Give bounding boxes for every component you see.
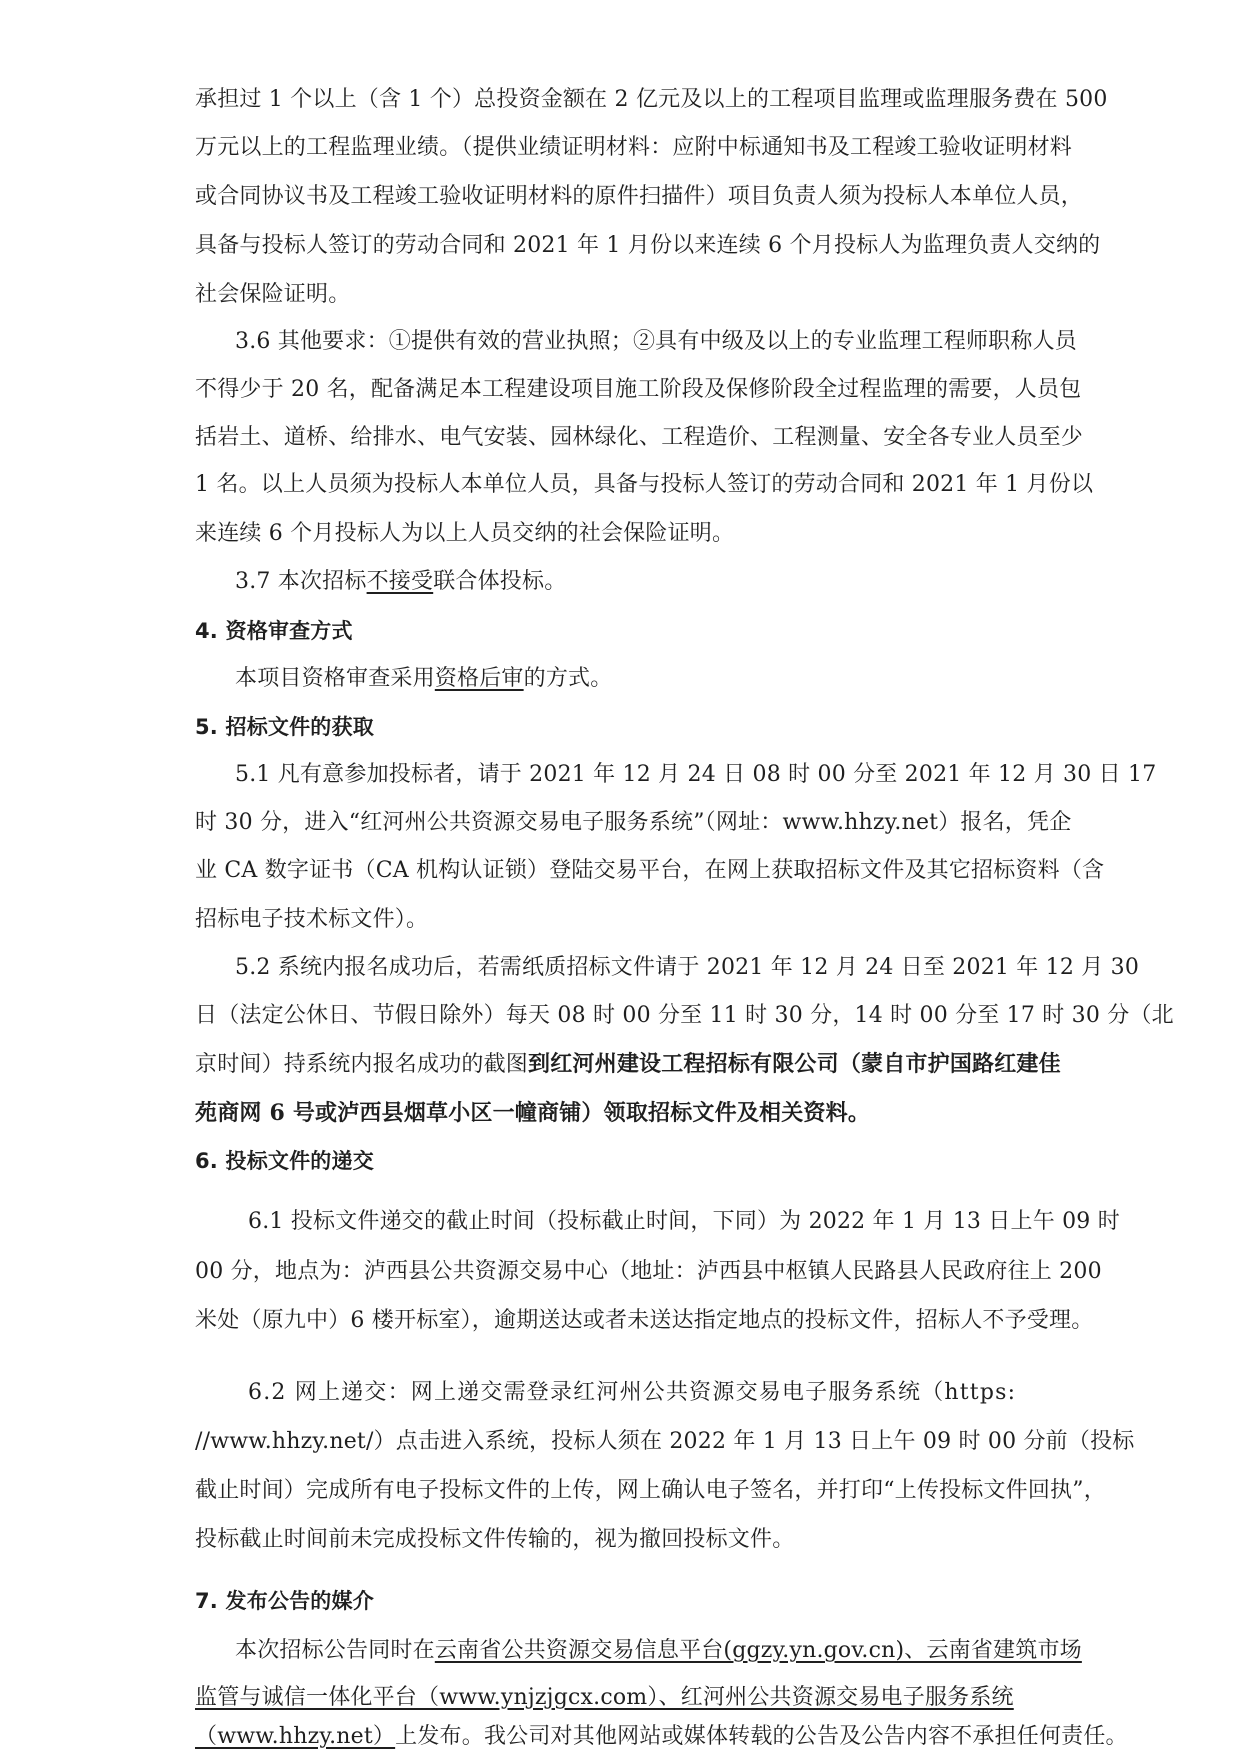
text-line: 社会保险证明。 (195, 282, 351, 307)
section-5-2-line (195, 1049, 1061, 1080)
section-5-1-line: 5.1 凡有意参加投标者，请于 2021 年 12 月 24 日 08 时 00 分至 2021 年 12 月 30 日 17 (235, 762, 1157, 787)
section-heading-7: 7. 发布公告的媒介 (195, 1589, 374, 1613)
section-6-1-line: 6.1 投标文件递交的截止时间（投标截止时间，下同）为 2022 年 1 月 13 日上午 09 时 (248, 1209, 1120, 1234)
section-7-line (195, 1683, 1014, 1713)
section-3-6-line: 括岩土、道桥、给排水、电气安装、园林绿化、工程造价、工程测量、安全各专业人员至少 (195, 425, 1084, 450)
section-5-2-line: 日（法定公休日、节假日除外）每天 08 时 00 分至 11 时 30 分，14 时 00 分至 17 时 30 分（北 (195, 1003, 1174, 1028)
section-6-2-line: //www.hhzy.net/）点击进入系统，投标人须在 2022 年 1 月 13 日上午 09 时 00 分前（投标 (195, 1429, 1135, 1454)
section-3-6-line: 3.6 其他要求：①提供有效的营业执照；②具有中级及以上的专业监理工程师职称人员 (235, 329, 1077, 354)
section-heading-5: 5. 招标文件的获取 (195, 715, 374, 739)
text-run: 联合体投标。 (433, 569, 567, 594)
section-5-1-line: 时 30 分，进入“红河州公共资源交易电子服务系统”（网址：www.hhzy.net）报名，凭企 (195, 810, 1072, 835)
section-5-2-line: 5.2 系统内报名成功后，若需纸质招标文件请于 2021 年 12 月 24 日至 2021 年 12 月 30 (235, 955, 1140, 980)
text-run: 3.7 本次招标 (235, 569, 367, 594)
underlined-text: 资格后审 (434, 666, 524, 691)
section-5-2-line: 苑商网 6 号或泸西县烟草小区一幢商铺）领取招标文件及相关资料。 (195, 1100, 871, 1126)
underlined-text: 监管与诚信一体化平台（www.ynjzjgcx.com）、红河州公共资源交易电子服务系统 (195, 1685, 1014, 1710)
underlined-text: 不接受 (366, 569, 434, 594)
section-6-1-line: 米处（原九中）6 楼开标室），逾期送达或者未送达指定地点的投标文件，招标人不予受理。 (195, 1308, 1094, 1333)
section-6-2-line: 投标截止时间前未完成投标文件传输的，视为撤回投标文件。 (195, 1527, 795, 1552)
section-6-1-line: 00 分，地点为：泸西县公共资源交易中心（地址：泸西县中枢镇人民路县人民政府往上 200 (195, 1259, 1102, 1284)
text-line: 万元以上的工程监理业绩。（提供业绩证明材料：应附中标通知书及工程竣工验收证明材料 (195, 135, 1073, 160)
text-line: 或合同协议书及工程竣工验收证明材料的原件扫描件）项目负责人须为投标人本单位人员， (195, 184, 1084, 209)
section-4-line (235, 664, 612, 694)
section-6-2-line: 6.2 网上递交：网上递交需登录红河州公共资源交易电子服务系统（https: (248, 1380, 1017, 1405)
section-6-2-line: 截止时间）完成所有电子投标文件的上传，网上确认电子签名，并打印“上传投标文件回执”， (195, 1478, 1106, 1503)
section-7-line (195, 1722, 1128, 1752)
section-5-1-line: 业 CA 数字证书（CA 机构认证锁）登陆交易平台，在网上获取招标文件及其它招标资料（含 (195, 858, 1105, 883)
section-heading-6: 6. 投标文件的递交 (195, 1149, 374, 1173)
text-run: 上发布。我公司对其他网站或媒体转载的公告及公告内容不承担任何责任。 (395, 1724, 1128, 1749)
section-3-6-line: 1 名。以上人员须为投标人本单位人员，具备与投标人签订的劳动合同和 2021 年 1 月份以 (195, 472, 1094, 497)
section-3-7-line (235, 567, 566, 597)
section-3-6-line: 来连续 6 个月投标人为以上人员交纳的社会保险证明。 (195, 521, 735, 546)
text-run: 本项目资格审查采用 (235, 666, 435, 691)
text-run: 本次招标公告同时在 (235, 1638, 435, 1663)
section-3-6-line: 不得少于 20 名，配备满足本工程建设项目施工阶段及保修阶段全过程监理的需要，人员包 (195, 377, 1082, 402)
section-7-line (235, 1636, 1082, 1666)
underlined-text: 云南省公共资源交易信息平台(ggzy.yn.gov.cn)、云南省建筑市场 (434, 1638, 1082, 1663)
text-line: 具备与投标人签订的劳动合同和 2021 年 1 月份以来连续 6 个月投标人为监理负责人交纳的 (195, 233, 1101, 258)
text-line: 承担过 1 个以上（含 1 个）总投资金额在 2 亿元及以上的工程项目监理或监理服务费在 500 (195, 87, 1108, 112)
bold-text: 到红河州建设工程招标有限公司（蒙自市护国路红建佳 (528, 1051, 1061, 1077)
section-heading-4: 4. 资格审查方式 (195, 619, 353, 643)
underlined-text: （www.hhzy.net） (195, 1724, 396, 1749)
text-run: 京时间）持系统内报名成功的截图 (195, 1052, 529, 1077)
section-5-1-line: 招标电子技术标文件）。 (195, 907, 429, 932)
text-run: 的方式。 (523, 666, 613, 691)
